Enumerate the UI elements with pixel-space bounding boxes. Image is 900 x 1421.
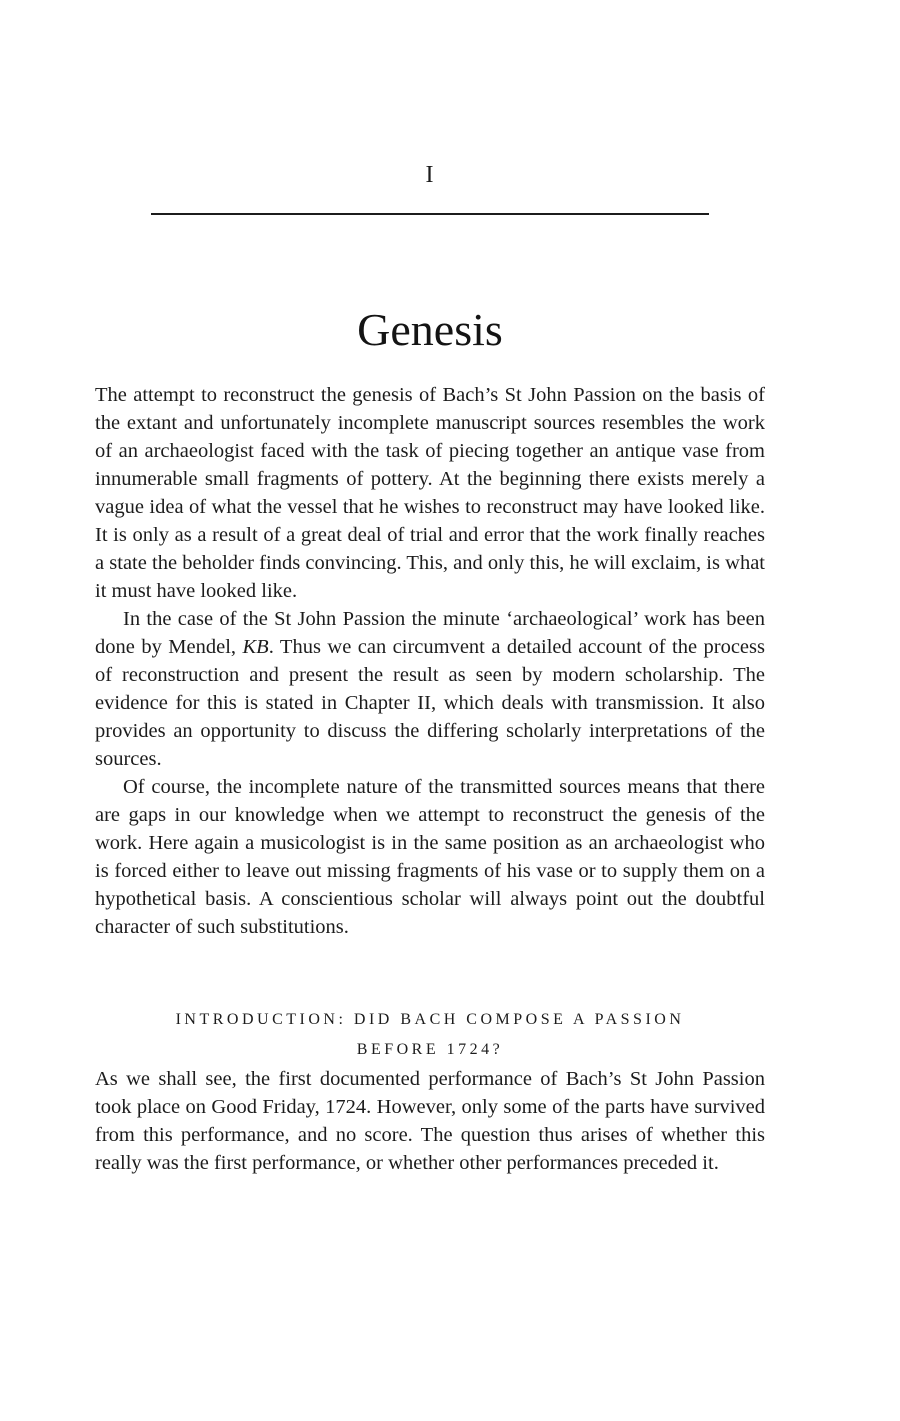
paragraph-4: As we shall see, the first documented performance of Bach’s St John Passion took place on Good Friday, 1724. However, only some of the parts have survived from this performance, and no score. The question thus arises of whether this really was the first performance, or whether other performances preceded it. [95, 1068, 765, 1174]
chapter-title: Genesis [357, 303, 503, 355]
chapter-number: I [425, 162, 435, 188]
paragraph-3: Of course, the incomplete nature of the transmitted sources means that there are gaps in our knowledge when we attempt to reconstruct the genesis of the work. Here again a musicologist is in the same position as an archaeologist who is forced either to leave out missing fragments of his vase or to supply them on a hypothetical basis. A conscientious scholar will always point out the doubtful character of such substitutions. [95, 776, 765, 938]
paragraph-2-text-after-italic: . Thus we can circumvent a detailed account of the process of reconstruction and present the result as seen by modern scholarship. The evidence for this is stated in Chapter II, which deals with transmission. It also provides an opportunity to discuss the differing scholarly interpretations of the sources. [95, 636, 765, 770]
paragraph-1: The attempt to reconstruct the genesis of Bach’s St John Passion on the basis of the extant and unfortunately incomplete manuscript sources resembles the work of an archaeologist faced with the task of piecing together an antique vase from innumerable small fragments of pottery. At the beginning there exists merely a vague idea of what the vessel that he wishes to reconstruct may have looked like. It is only as a result of a great deal of trial and error that the work finally reaches a state the beholder finds convincing. This, and only this, he will exclaim, is what it must have looked like. [95, 384, 765, 602]
paragraph-2-text-before-italic: In the case of the St John Passion the minute ‘archaeological’ work has been done by Mendel, [95, 608, 765, 658]
body-text [95, 381, 765, 1177]
paragraph-2 [95, 605, 765, 773]
section-heading [95, 1005, 765, 1065]
section-heading-line-1: INTRODUCTION: DID BACH COMPOSE A PASSION [175, 1011, 685, 1028]
paragraph-2-italic-abbreviation: KB [242, 636, 269, 658]
section-heading-line-2: BEFORE 1724? [356, 1041, 504, 1058]
chapter-rule [151, 213, 709, 215]
